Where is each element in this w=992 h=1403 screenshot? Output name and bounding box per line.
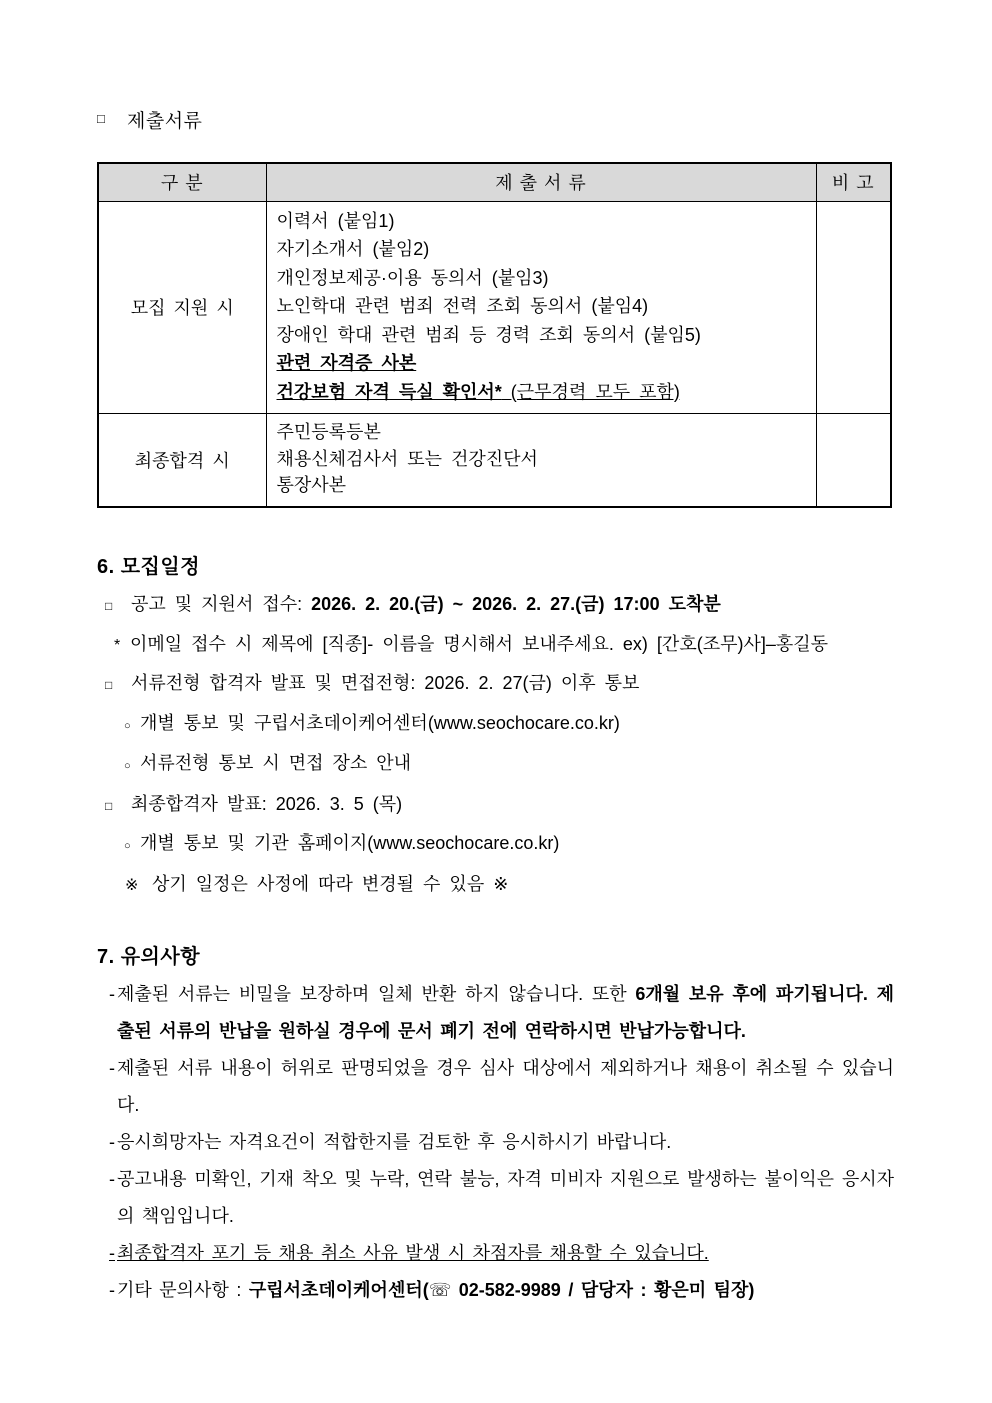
submission-docs-table — [97, 162, 892, 508]
document-item: 통장사본 — [276, 475, 347, 495]
category-cell: 모집 지원 시 — [98, 201, 266, 414]
document-item: 노인학대 관련 범죄 전력 조회 동의서 (붙임4) — [276, 296, 649, 316]
dash-bullet: - — [109, 1242, 115, 1263]
documents-cell — [266, 414, 816, 507]
table-header-row — [98, 163, 891, 201]
schedule-text: 공고 및 지원서 접수: 2026. 2. 20.(금) ~ 2026. 2. 27.(금) 17:00 도착분 — [131, 594, 721, 614]
schedule-note-text: 이메일 접수 시 제목에 [직종]- 이름을 명시해서 보내주세요. ex) [간호(조무)사]–홍길동 — [130, 633, 829, 654]
notice-text: 제출된 서류 내용이 허위로 판명되었을 경우 심사 대상에서 제외하거나 채용이 취소될 수 있습니다. — [117, 1057, 894, 1115]
document-item: 장애인 학대 관련 범죄 등 경력 조회 동의서 (붙임5) — [276, 324, 701, 345]
schedule-subline — [97, 751, 894, 778]
heading-text: 제출서류 — [127, 111, 203, 132]
reference-mark-icon: ※ — [125, 876, 139, 894]
document-item: 채용신체검사서 또는 건강진단서 — [276, 448, 538, 469]
schedule-remark-line — [97, 872, 894, 898]
schedule-subline — [97, 831, 894, 858]
schedule-text: 최종합격자 발표: 2026. 3. 5 (목) — [131, 793, 403, 814]
notice-text: 제출된 서류는 비밀을 보장하며 일체 반환 하지 않습니다. 또한 6개월 보유 후에 파기됩니다. 제출된 서류의 반납을 원하실 경우에 문서 폐기 전에 연락하시면 반납가능합니다. — [117, 983, 895, 1041]
documents-cell — [266, 201, 816, 414]
dash-bullet: - — [109, 1168, 115, 1189]
notice-bold-part: 6개월 보유 후에 파기됩니다. 제출된 서류의 반납을 원하실 경우에 문서 폐기 전에 연락하시면 반납가능합니다. — [117, 983, 895, 1041]
schedule-dates-bold: 2026. 2. 20.(금) ~ 2026. 2. 27.(금) 17:00 도착분 — [311, 594, 721, 614]
document-item-required: 관련 자격증 사본 — [276, 353, 417, 373]
notice-item — [97, 976, 894, 1050]
schedule-remark-text: 상기 일정은 사정에 따라 변경될 수 있음 ※ — [152, 873, 509, 894]
square-bullet-icon: □ — [105, 599, 113, 613]
square-bullet-icon: □ — [97, 111, 106, 126]
schedule-text: 서류전형 합격자 발표 및 면접전형: 2026. 2. 27(금) 이후 통보 — [131, 673, 640, 693]
notice-item-underlined — [97, 1235, 894, 1272]
notice-item — [97, 1161, 894, 1235]
table-header-remarks: 비 고 — [816, 163, 891, 201]
notice-section — [97, 976, 894, 1309]
document-item: 주민등록등본 — [276, 422, 381, 442]
document-item-required — [277, 378, 808, 407]
dash-bullet: - — [109, 983, 115, 1004]
document-item-note-part: (근무경력 모두 포함) — [501, 381, 680, 402]
document-item: 이력서 (붙임1) — [276, 210, 395, 231]
schedule-text: 서류전형 통보 시 면접 장소 안내 — [140, 753, 412, 773]
schedule-line — [97, 592, 894, 618]
contact-text: 기타 문의사항 : 구립서초데이케어센터(☏ 02-582-9989 / 담당자 : 황은미 팀장) — [117, 1279, 755, 1300]
schedule-line — [97, 671, 894, 697]
dash-bullet: - — [109, 1279, 115, 1300]
schedule-text: 개별 통보 및 기관 홈페이지(www.seochocare.co.kr) — [140, 833, 560, 853]
section-7-title: 7. 유의사항 — [97, 945, 201, 968]
circle-bullet-icon: ○ — [124, 719, 131, 732]
square-bullet-icon: □ — [105, 678, 113, 692]
notice-text: 응시희망자는 자격요건이 적합한지를 검토한 후 응시하시기 바랍니다. — [117, 1131, 672, 1152]
submission-docs-heading — [97, 106, 894, 133]
notice-text: 최종합격자 포기 등 채용 취소 사유 발생 시 차점자를 채용할 수 있습니다. — [117, 1242, 709, 1263]
circle-bullet-icon: ○ — [124, 760, 131, 772]
contact-bold-part: 구립서초데이케어센터(☏ 02-582-9989 / 담당자 : 황은미 팀장) — [248, 1279, 755, 1300]
table-row-final — [98, 414, 891, 507]
document-item: 자기소개서 (붙임2) — [276, 239, 430, 259]
notice-text: 공고내용 미확인, 기재 착오 및 누락, 연락 불능, 자격 미비자 지원으로 발생하는 불이익은 응시자의 책임입니다. — [117, 1168, 894, 1226]
remarks-cell — [816, 414, 891, 507]
table-row-apply — [98, 201, 891, 414]
document-item-bold-part: 건강보험 자격 득실 확인서* — [276, 381, 502, 402]
schedule-subline — [97, 711, 894, 738]
document-item: 개인정보제공·이용 동의서 (붙임3) — [276, 267, 549, 288]
dash-bullet: - — [109, 1057, 115, 1078]
schedule-note-line — [97, 632, 894, 658]
schedule-text: 개별 통보 및 구립서초데이케어센터(www.seochocare.co.kr) — [140, 712, 620, 733]
schedule-line — [97, 792, 894, 818]
section-6-title: 6. 모집일정 — [97, 555, 201, 578]
dash-bullet: - — [109, 1131, 115, 1152]
notice-item — [97, 1124, 894, 1161]
square-bullet-icon: □ — [105, 798, 113, 813]
asterisk-bullet: * — [114, 636, 121, 654]
remarks-cell — [816, 201, 891, 414]
table-header-category: 구 분 — [98, 163, 266, 201]
notice-item — [97, 1050, 894, 1124]
schedule-section — [97, 592, 894, 898]
notice-item-contact — [97, 1272, 894, 1309]
table-header-documents: 제 출 서 류 — [266, 163, 816, 201]
circle-bullet-icon: ○ — [124, 840, 131, 852]
category-cell: 최종합격 시 — [98, 414, 266, 507]
